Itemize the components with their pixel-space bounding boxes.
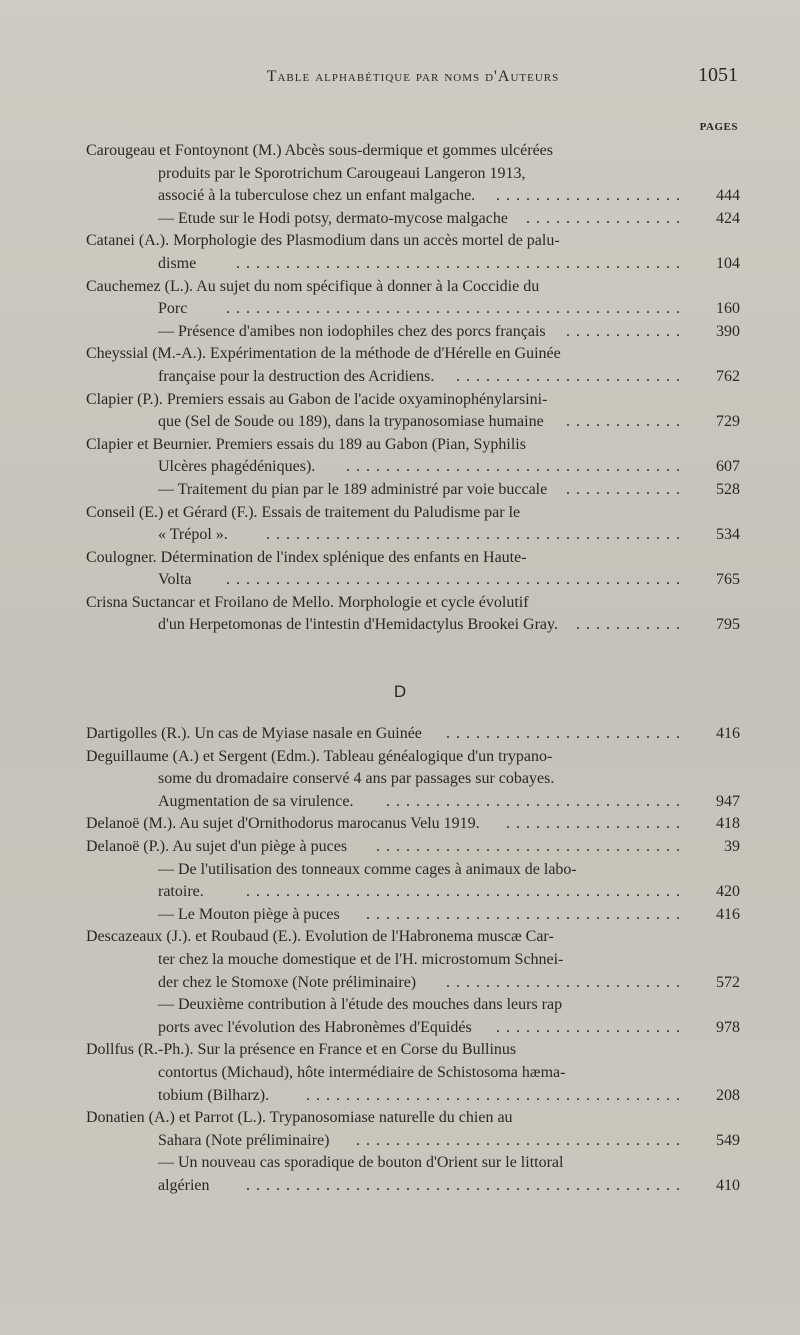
- page-reference: 572: [716, 973, 740, 991]
- entry-line: [86, 791, 740, 814]
- leader-dots: ..............................................: [226, 300, 686, 318]
- leader-dots: ..............................................: [226, 571, 686, 589]
- entry-line: [86, 434, 740, 457]
- page-reference: 607: [716, 458, 740, 476]
- entry-text: Catanei (A.). Morphologie des Plasmodium dans un accès mortel de palu-: [86, 232, 560, 250]
- entry-line: [86, 614, 740, 637]
- entry-line: [86, 140, 740, 163]
- page-reference: 418: [716, 815, 740, 833]
- entry-text: associé à la tuberculose chez un enfant malgache.: [158, 187, 476, 205]
- page-reference: 947: [716, 792, 740, 810]
- leader-dots: ............: [566, 480, 686, 498]
- page-reference: 416: [716, 725, 740, 742]
- index-entry: [86, 547, 740, 592]
- entry-text: der chez le Stomoxe (Note préliminaire): [158, 973, 417, 991]
- entry-text: disme: [158, 254, 197, 272]
- entry-text: Dartigolles (R.). Un cas de Myiase nasale en Guinée: [86, 725, 422, 742]
- entry-line: [86, 904, 740, 927]
- entry-line: [86, 253, 740, 276]
- entries-c: [86, 140, 740, 637]
- entry-line: [86, 298, 740, 321]
- section-letter: D: [393, 682, 407, 701]
- page-reference: 729: [716, 413, 740, 431]
- entry-line: [86, 1152, 740, 1175]
- leader-dots: ..........................................: [266, 526, 686, 544]
- page-reference: 420: [716, 883, 740, 901]
- entry-text: — Deuxième contribution à l'étude des mouches dans leurs rap: [158, 996, 563, 1014]
- page-reference: 528: [716, 480, 740, 498]
- leader-dots: ................................: [366, 905, 686, 923]
- entry-line: [86, 994, 740, 1017]
- leader-dots: ...................: [496, 1018, 686, 1036]
- index-entry: [86, 230, 740, 275]
- entry-text: Sahara (Note préliminaire): [158, 1131, 330, 1149]
- leader-dots: ........................: [446, 725, 686, 742]
- leader-dots: .......................: [456, 367, 686, 385]
- page-reference: 160: [716, 300, 740, 318]
- index-entry: [86, 1152, 740, 1197]
- entry-line: [86, 343, 740, 366]
- entry-text: contortus (Michaud), hôte intermédiaire de Schistosoma hæma-: [158, 1063, 566, 1081]
- entry-line: [86, 456, 740, 479]
- entry-line: [86, 502, 740, 525]
- entry-line: [86, 1062, 740, 1085]
- leader-dots: ............: [566, 413, 686, 431]
- entry-text: Delanoë (P.). Au sujet d'un piège à puces: [86, 837, 348, 855]
- index-entry: [86, 208, 740, 231]
- entry-line: [86, 569, 740, 592]
- entry-text: Cauchemez (L.). Au sujet du nom spécifique à donner à la Coccidie du: [86, 277, 540, 295]
- entry-text: Crisna Suctancar et Froilano de Mello. Morphologie et cycle évolutif: [86, 593, 529, 611]
- entry-line: [86, 389, 740, 412]
- page-reference: 390: [716, 322, 740, 340]
- entry-text: Augmentation de sa virulence.: [158, 792, 354, 810]
- entry-text: algérien: [158, 1176, 210, 1194]
- entry-text: some du dromadaire conservé 4 ans par passages sur cobayes.: [158, 770, 555, 788]
- entry-line: [86, 768, 740, 791]
- entry-text: Coulogner. Détermination de l'index splénique des enfants en Haute-: [86, 548, 527, 566]
- entry-text: Porc: [158, 300, 188, 318]
- entry-line: [86, 230, 740, 253]
- leader-dots: ............................................: [246, 883, 686, 901]
- leader-dots: ...................: [496, 187, 686, 205]
- leader-dots: .................................: [356, 1131, 686, 1149]
- leader-dots: ...........: [576, 616, 686, 634]
- index-entry: [86, 746, 740, 814]
- entry-text: Clapier (P.). Premiers essais au Gabon de l'acide oxyaminophénylarsini-: [86, 390, 548, 408]
- entry-text: Dollfus (R.-Ph.). Sur la présence en France et en Corse du Bullinus: [86, 1041, 517, 1059]
- index-entry: [86, 813, 740, 836]
- entry-text: Volta: [158, 571, 192, 589]
- entry-text: « Trépol ».: [158, 526, 228, 544]
- entry-line: [86, 836, 740, 859]
- index-entry: [86, 836, 740, 859]
- index-entry: [86, 592, 740, 637]
- index-entry: [86, 276, 740, 321]
- entry-line: [86, 746, 740, 769]
- page-reference: 410: [716, 1176, 740, 1194]
- header-title: Table alphabétique par noms d'Auteurs: [266, 68, 560, 85]
- entry-text: Descazeaux (J.). et Roubaud (E.). Evolution de l'Habronema muscæ Car-: [86, 928, 554, 946]
- index-entry: [86, 140, 740, 208]
- leader-dots: ........................: [446, 973, 686, 991]
- index-entry: [86, 389, 740, 434]
- entry-text: ter chez la mouche domestique et de l'H. microstomum Schnei-: [158, 950, 564, 968]
- leader-dots: ...............................: [376, 837, 686, 855]
- entry-text: Delanoë (M.). Au sujet d'Ornithodorus marocanus Velu 1919.: [86, 815, 480, 833]
- entry-text: ratoire.: [158, 883, 204, 901]
- leader-dots: ......................................: [306, 1086, 686, 1104]
- page-reference: 762: [716, 367, 740, 385]
- entry-text: ports avec l'évolution des Habronèmes d'Equidés: [158, 1018, 472, 1036]
- entry-line: [86, 926, 740, 949]
- entry-line: [86, 163, 740, 186]
- index-entry: [86, 502, 740, 547]
- entry-line: [86, 881, 740, 904]
- page-reference: 549: [716, 1131, 740, 1149]
- entry-text: — De l'utilisation des tonneaux comme cages à animaux de labo-: [158, 860, 577, 878]
- index-entry: [86, 1039, 740, 1107]
- header-page-number: 1051: [698, 64, 738, 86]
- entry-line: [86, 1085, 740, 1108]
- entry-text: Carougeau et Fontoynont (M.) Abcès sous-dermique et gommes ulcérées: [86, 142, 553, 159]
- page-reference: 39: [724, 837, 740, 855]
- entry-line: [86, 208, 740, 231]
- entry-line: [86, 411, 740, 434]
- page-reference: 208: [716, 1086, 740, 1104]
- index-entry: [86, 859, 740, 904]
- pages-column-label: PAGES: [699, 121, 738, 133]
- entries-d: [86, 723, 740, 1197]
- entry-text: Deguillaume (A.) et Sergent (Edm.). Tableau généalogique d'un trypano-: [86, 747, 553, 765]
- entry-line: [86, 723, 740, 746]
- index-entry: [86, 343, 740, 388]
- leader-dots: ............: [566, 322, 686, 340]
- entry-line: [86, 547, 740, 570]
- leader-dots: ................: [526, 209, 686, 227]
- leader-dots: .............................................: [236, 254, 686, 272]
- entry-line: [86, 1130, 740, 1153]
- leader-dots: ..................: [506, 815, 686, 833]
- page-reference: 978: [716, 1018, 740, 1036]
- entry-text: — Traitement du pian par le 189 administré par voie buccale: [158, 480, 548, 498]
- entry-line: [86, 1107, 740, 1130]
- entry-line: [86, 949, 740, 972]
- entry-line: [86, 479, 740, 502]
- index-entry: [86, 434, 740, 479]
- entry-text: — Un nouveau cas sporadique de bouton d'Orient sur le littoral: [158, 1154, 564, 1172]
- index-entry: [86, 479, 740, 502]
- leader-dots: ..................................: [346, 458, 686, 476]
- page-reference: 444: [716, 187, 740, 205]
- index-entry: [86, 926, 740, 994]
- entry-line: [86, 524, 740, 547]
- entry-text: — Présence d'amibes non iodophiles chez des porcs français: [158, 322, 546, 340]
- entry-text: tobium (Bilharz).: [158, 1086, 270, 1104]
- page-reference: 416: [716, 905, 740, 923]
- entry-line: [86, 972, 740, 995]
- entry-text: Conseil (E.) et Gérard (F.). Essais de traitement du Paludisme par le: [86, 503, 521, 521]
- entry-text: d'un Herpetomonas de l'intestin d'Hemidactylus Brookei Gray.: [158, 616, 558, 634]
- entry-line: [86, 321, 740, 344]
- entry-text: Clapier et Beurnier. Premiers essais du 189 au Gabon (Pian, Syphilis: [86, 435, 526, 453]
- entry-text: Ulcères phagédéniques).: [158, 458, 316, 476]
- entry-line: [86, 1175, 740, 1198]
- entry-text: française pour la destruction des Acridiens.: [158, 367, 435, 385]
- index-entry: [86, 321, 740, 344]
- entry-text: Donatien (A.) et Parrot (L.). Trypanosomiase naturelle du chien au: [86, 1109, 513, 1127]
- entry-line: [86, 1039, 740, 1062]
- entry-line: [86, 276, 740, 299]
- index-entry: [86, 904, 740, 927]
- entry-text: Cheyssial (M.-A.). Expérimentation de la méthode de d'Hérelle en Guinée: [86, 345, 561, 363]
- entry-line: [86, 366, 740, 389]
- entry-line: [86, 185, 740, 208]
- running-header: [88, 64, 738, 94]
- page-reference: 795: [716, 616, 740, 634]
- entry-line: [86, 592, 740, 615]
- entry-line: [86, 813, 740, 836]
- entry-text: — Le Mouton piège à puces: [158, 905, 340, 923]
- index-entry: [86, 1107, 740, 1152]
- leader-dots: ............................................: [246, 1176, 686, 1194]
- entry-text: — Etude sur le Hodi potsy, dermato-mycose malgache: [158, 209, 508, 227]
- entry-text: que (Sel de Soude ou 189), dans la trypanosomiase humaine: [158, 413, 544, 431]
- entry-line: [86, 859, 740, 882]
- page-reference: 104: [716, 254, 740, 272]
- index-entry: [86, 994, 740, 1039]
- page-reference: 534: [716, 526, 740, 544]
- index-entry: [86, 723, 740, 746]
- leader-dots: ..............................: [386, 792, 686, 810]
- entry-text: produits par le Sporotrichum Carougeaui Langeron 1913,: [158, 164, 526, 182]
- page-reference: 424: [716, 209, 740, 227]
- entry-line: [86, 1017, 740, 1040]
- page-reference: 765: [716, 571, 740, 589]
